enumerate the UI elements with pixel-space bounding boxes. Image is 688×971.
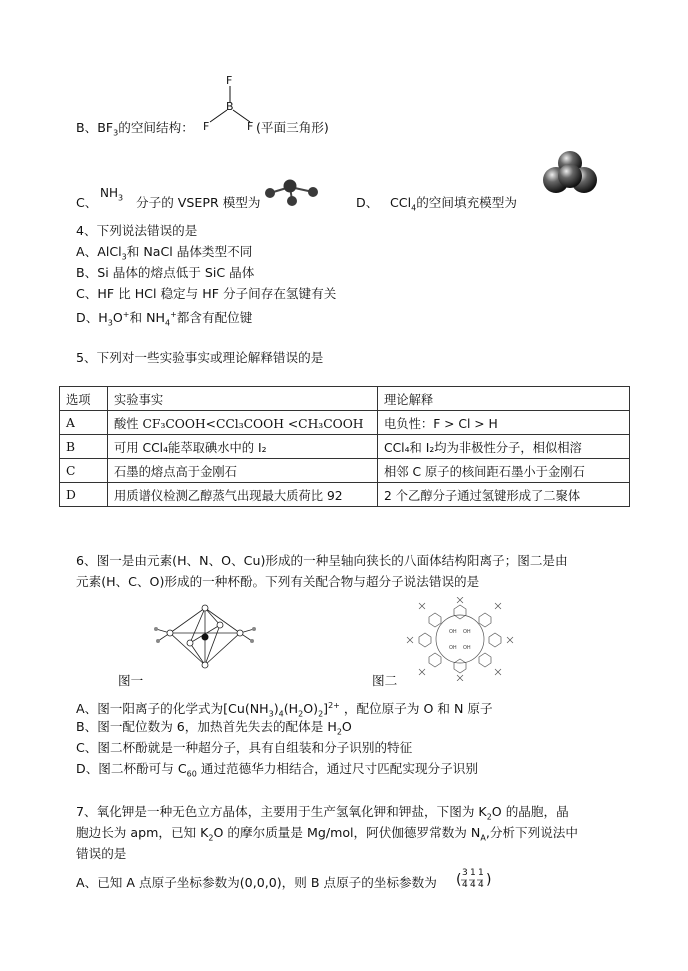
fig2-oh-1: OH — [449, 629, 457, 635]
header-fact: 实验事实 — [108, 387, 378, 411]
q6b-sub: 2 — [336, 727, 342, 737]
q6-stem-line1: 6、图一是由元素(H、N、O、Cu)形成的一种呈轴向狭长的八面体结构阳离子；图二是由 — [76, 553, 568, 568]
paren-open: ( — [456, 872, 462, 888]
frac3-num: 1 — [478, 868, 484, 878]
q7l1-sub: 2 — [486, 812, 492, 822]
q5-table — [59, 386, 630, 507]
q6a-s2: 4 — [278, 709, 284, 719]
q6a-s4: 2 — [318, 709, 324, 719]
coordinate-fractions — [456, 868, 492, 894]
row-option: B — [60, 435, 108, 459]
q7-option-a — [76, 874, 437, 892]
row-option: D — [60, 483, 108, 507]
q3d-text: 的空间填充模型为 — [416, 195, 517, 210]
q3c-text: 分子的 VSEPR 模型为 — [136, 195, 261, 210]
q4d-4: 都含有配位键 — [176, 310, 253, 326]
row-fact: 石墨的熔点高于金刚石 — [108, 459, 378, 483]
q3d-prefix: D、 — [356, 195, 379, 210]
q4d-1: D、H — [76, 310, 108, 326]
q7l2-1: 胞边长为 apm，已知 K — [76, 825, 209, 840]
row-theory: 电负性：F > Cl > H — [378, 411, 630, 435]
figure-one-label: 图一 — [118, 673, 144, 688]
nh3-ball-stick-model — [264, 177, 324, 210]
q3-option-b — [76, 119, 194, 143]
fig2-oh-4: OH — [463, 645, 471, 651]
q3b-prefix: B、BF — [76, 120, 114, 135]
q4-stem: 4、下列说法错误的是 — [76, 223, 198, 238]
q4d-3: 和 NH — [129, 310, 165, 326]
row-option: C — [60, 459, 108, 483]
row-fact: 用质谱仪检测乙醇蒸气出现最大质荷比 92 — [108, 483, 378, 507]
frac1-num: 3 — [462, 868, 468, 878]
q3b-text: 的空间结构： — [118, 120, 194, 135]
q6a-s3: 2 — [298, 709, 304, 719]
figure-two-calixarene — [405, 597, 515, 681]
q7-stem-line3: 错误的是 — [76, 846, 127, 861]
q4d-sub1: 3 — [107, 318, 113, 328]
q7a-text: A、已知 A 点原子坐标参数为(0,0,0)，则 B 点原子的坐标参数为 — [76, 875, 437, 890]
frac3-den: 4 — [478, 880, 484, 890]
q6b-2: O — [341, 719, 352, 734]
table-row — [60, 483, 630, 507]
q7l2-sub2: A — [480, 833, 486, 843]
q4d-2: O — [112, 310, 123, 326]
fig2-oh-3: OH — [449, 645, 457, 651]
fig2-oh-2: OH — [463, 629, 471, 635]
frac2-den: 4 — [470, 880, 476, 890]
q7l2-3: ,分析下列说法中 — [485, 825, 578, 840]
q6b-1: B、图一配位数为 6，加热首先失去的配体是 H — [76, 719, 337, 734]
q3-option-d — [356, 194, 378, 212]
table-header-row — [60, 387, 630, 411]
q4-option-a — [76, 243, 252, 267]
q4a-2: 和 NaCl 晶体类型不同 — [126, 244, 253, 259]
q3c-prefix: C、 — [76, 195, 98, 210]
atom-f-left: F — [203, 120, 210, 133]
q4a-sub: 3 — [121, 252, 127, 262]
ccl4-formula — [390, 194, 517, 218]
frac1-den: 4 — [462, 880, 468, 890]
q6d-2: 通过范德华力相结合，通过尺寸匹配实现分子识别 — [196, 761, 478, 776]
q7-stem-line2 — [76, 824, 578, 848]
row-fact: 酸性 CF₃COOH<CCl₃COOH <CH₃COOH — [108, 411, 378, 435]
q6a-5: ] — [323, 701, 329, 717]
q4-option-b: B、Si 晶体的熔点低于 SiC 晶体 — [76, 265, 255, 280]
q6a-6: ，配位原子为 O 和 N 原子 — [339, 701, 493, 717]
figure-one-octahedron — [150, 603, 260, 673]
q6-stem-line2: 元素(H、C、O)形成的一种杯酚。下列有关配合物与超分子说法错误的是 — [76, 574, 480, 589]
q6d-sub: 60 — [186, 769, 197, 779]
ccl4-space-filling-model — [540, 150, 600, 201]
frac2-num: 1 — [470, 868, 476, 878]
q4d-sup2: + — [170, 310, 177, 319]
atom-f-top: F — [226, 74, 233, 87]
q6d-1: D、图二杯酚可与 C — [76, 761, 187, 776]
q3-option-c — [76, 194, 97, 212]
q6-option-d — [76, 760, 478, 784]
figure-two-label: 图二 — [372, 673, 398, 688]
q3b-suffix: (平面三角形) — [256, 120, 329, 135]
q7l2-2: O 的摩尔质量是 Mg/mol，阿伏伽德罗常数为 N — [213, 825, 481, 840]
q4-option-d — [76, 306, 252, 333]
table-row — [60, 411, 630, 435]
q7-stem-line1 — [76, 803, 569, 827]
header-option: 选项 — [60, 387, 108, 411]
row-theory: 2 个乙醇分子通过氢键形成了二聚体 — [378, 483, 630, 507]
q4a-1: A、AlCl — [76, 244, 122, 259]
nh3-mol: NH — [100, 186, 118, 200]
ccl4-sub: 4 — [411, 203, 417, 213]
row-theory: 相邻 C 原子的核间距石墨小于金刚石 — [378, 459, 630, 483]
q6-option-b — [76, 718, 352, 742]
nh3-sub: 3 — [118, 193, 124, 203]
q7l1-1: 7、氧化钾是一种无色立方晶体，主要用于生产氢氧化钾和钾盐，下图为 K — [76, 804, 487, 819]
q6a-1: A、图一阳离子的化学式为[Cu(NH — [76, 701, 269, 717]
atom-f-right: F — [247, 120, 254, 133]
q6a-sup: 2+ — [328, 701, 340, 710]
q4-option-c: C、HF 比 HCl 稳定与 HF 分子间存在氢键有关 — [76, 286, 337, 301]
atom-b-center: B — [226, 100, 234, 113]
q7l2-sub: 2 — [208, 833, 214, 843]
q7l1-2: O 的晶胞，晶 — [491, 804, 569, 819]
row-option: A — [60, 411, 108, 435]
table-row — [60, 435, 630, 459]
paren-close: ) — [486, 872, 492, 888]
q6-option-c: C、图二杯酚就是一种超分子，具有自组装和分子识别的特征 — [76, 740, 413, 755]
row-fact: 可用 CCl₄能萃取碘水中的 I₂ — [108, 435, 378, 459]
q3b-sub: 3 — [113, 128, 119, 138]
row-theory: CCl₄和 I₂均为非极性分子，相似相溶 — [378, 435, 630, 459]
nh3-formula — [100, 186, 123, 202]
header-theory: 理论解释 — [378, 387, 630, 411]
q6a-4: O) — [303, 701, 319, 717]
q6a-2: ) — [273, 701, 279, 717]
q6a-3: (H — [283, 701, 299, 717]
q5-stem: 5、下列对一些实验事实或理论解释错误的是 — [76, 350, 324, 365]
table-row — [60, 459, 630, 483]
q4d-sup1: + — [122, 310, 130, 319]
q4d-sub2: 4 — [164, 318, 171, 328]
ccl4-mol: CCl — [390, 195, 412, 210]
q6a-s1: 3 — [268, 709, 274, 719]
